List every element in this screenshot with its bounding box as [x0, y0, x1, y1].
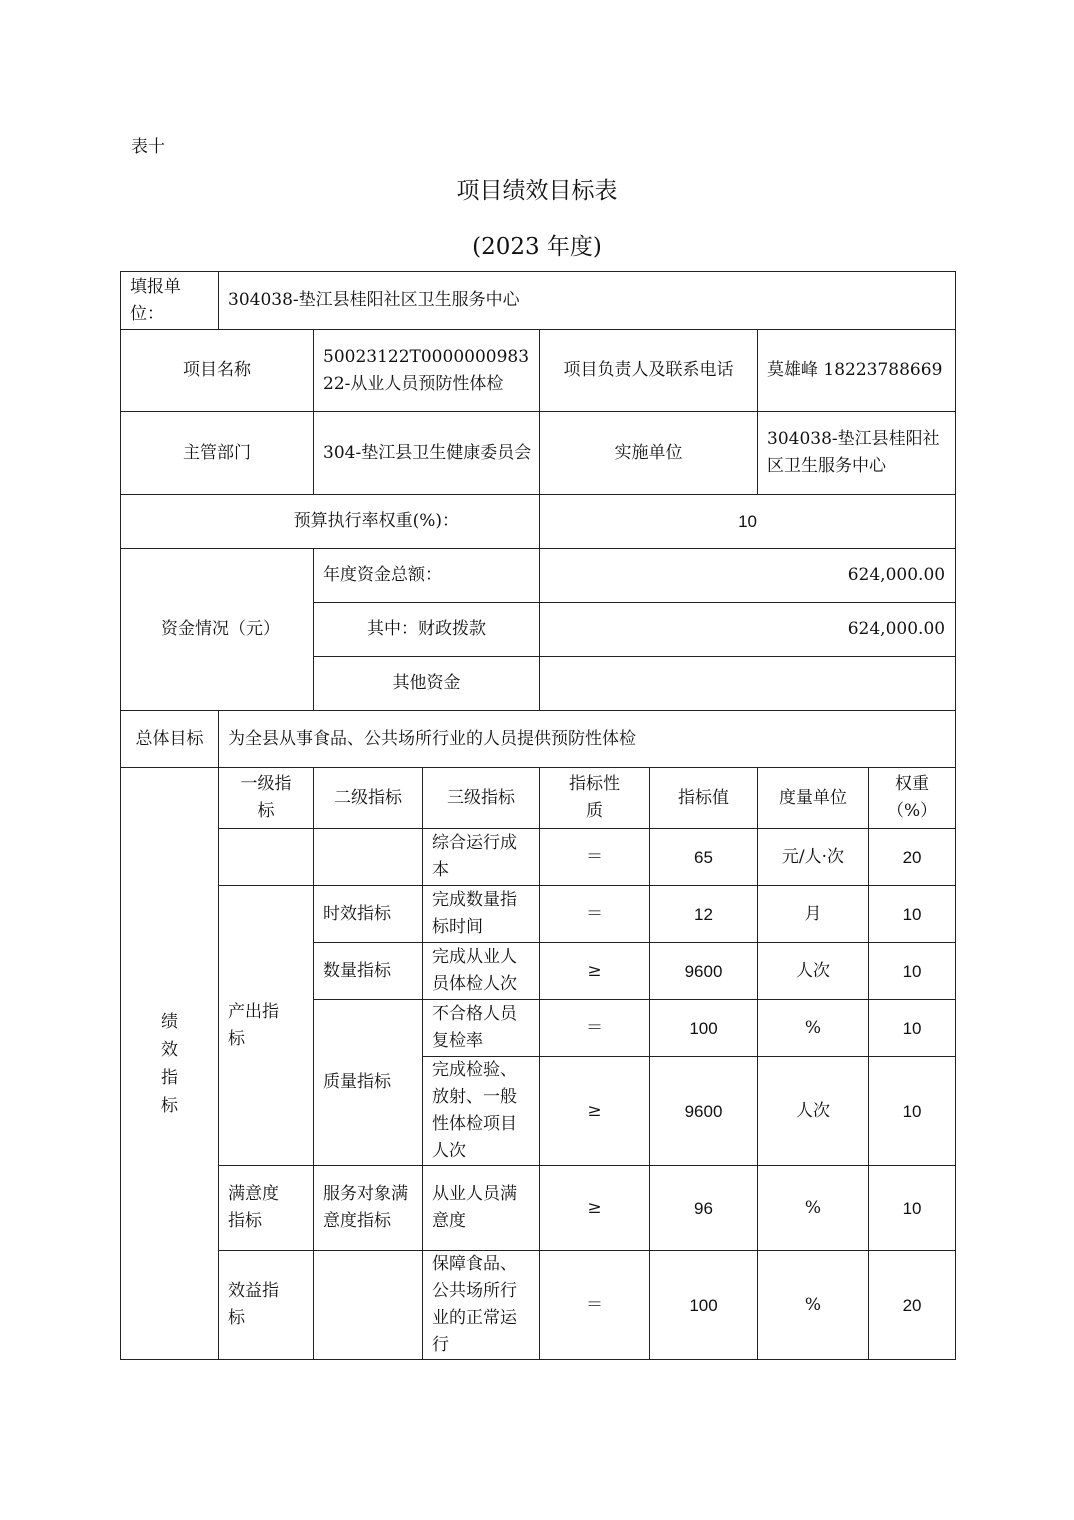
performance-target-table	[120, 271, 956, 1360]
row-level2: 时效指标	[314, 886, 423, 943]
table-row	[121, 886, 956, 943]
row-weight: 10	[869, 943, 956, 1000]
row-value: 96	[650, 1166, 758, 1251]
table-label: 表十	[131, 137, 165, 157]
row-unit: %	[758, 1166, 869, 1251]
header-level3: 三级指标	[423, 768, 540, 829]
row-level3: 完成检验、放射、一般性体检项目人次	[423, 1057, 540, 1166]
header-level2: 二级指标	[314, 768, 423, 829]
row-nature: ≥	[540, 943, 650, 1000]
row-weight: 10	[869, 1166, 956, 1251]
table-row	[121, 1251, 956, 1360]
row-value: 12	[650, 886, 758, 943]
funds-total-label: 年度资金总额：	[314, 549, 540, 603]
funds-other-label: 其他资金	[314, 657, 540, 711]
budget-weight-value: 10	[540, 495, 956, 549]
funds-total-row	[121, 549, 956, 603]
row-weight: 20	[869, 1251, 956, 1360]
header-weight: 权重（%）	[869, 768, 956, 829]
row-nature: ＝	[540, 829, 650, 886]
header-nature: 指标性质	[540, 768, 650, 829]
row-level2	[314, 1251, 423, 1360]
goal-value: 为全县从事食品、公共场所行业的人员提供预防性体检	[219, 711, 956, 768]
row-weight: 10	[869, 1000, 956, 1057]
row-unit: 人次	[758, 943, 869, 1000]
funds-other-value	[540, 657, 956, 711]
row-level2: 质量指标	[314, 1000, 423, 1166]
row-level3: 综合运行成本	[423, 829, 540, 886]
row-level2: 数量指标	[314, 943, 423, 1000]
row-value: 100	[650, 1000, 758, 1057]
row-level2	[314, 829, 423, 886]
page-subtitle-year: (2023 年度)	[472, 234, 602, 260]
owner-label: 项目负责人及联系电话	[540, 330, 758, 412]
row-weight: 10	[869, 1057, 956, 1166]
row-value: 65	[650, 829, 758, 886]
row-nature: ＝	[540, 886, 650, 943]
reporting-unit-value: 304038-垫江县桂阳社区卫生服务中心	[219, 272, 956, 330]
header-value: 指标值	[650, 768, 758, 829]
row-level2: 服务对象满意度指标	[314, 1166, 423, 1251]
indicator-header-row	[121, 768, 956, 829]
dept-value: 304-垫江县卫生健康委员会	[314, 412, 540, 495]
row-weight: 20	[869, 829, 956, 886]
row-value: 100	[650, 1251, 758, 1360]
row-level3: 完成从业人员体检人次	[423, 943, 540, 1000]
funds-fiscal-label: 其中：财政拨款	[314, 603, 540, 657]
project-name-row	[121, 330, 956, 412]
goal-row	[121, 711, 956, 768]
budget-weight-label: 预算执行率权重(%)：	[121, 495, 540, 549]
page-title: 项目绩效目标表	[456, 178, 618, 204]
row-nature: ＝	[540, 1000, 650, 1057]
row-level3: 保障食品、公共场所行业的正常运行	[423, 1251, 540, 1360]
funds-fiscal-value: 624,000.00	[540, 603, 956, 657]
row-unit: 月	[758, 886, 869, 943]
indicator-section-label: 绩 效 指 标	[121, 768, 219, 1360]
row-level1: 效益指标	[219, 1251, 314, 1360]
dept-row	[121, 412, 956, 495]
header-level1: 一级指标	[219, 768, 314, 829]
project-name-value: 50023122T000000098322-从业人员预防性体检	[314, 330, 540, 412]
dept-label: 主管部门	[121, 412, 314, 495]
row-value: 9600	[650, 943, 758, 1000]
row-value: 9600	[650, 1057, 758, 1166]
row-unit: 元/人·次	[758, 829, 869, 886]
table-row	[121, 829, 956, 886]
goal-label: 总体目标	[121, 711, 219, 768]
row-level1: 产出指标	[219, 886, 314, 1166]
reporting-unit-label: 填报单位：	[121, 272, 219, 330]
header-unit: 度量单位	[758, 768, 869, 829]
budget-weight-row	[121, 495, 956, 549]
row-nature: ＝	[540, 1251, 650, 1360]
row-nature: ≥	[540, 1057, 650, 1166]
row-weight: 10	[869, 886, 956, 943]
funds-label: 资金情况（元）	[121, 549, 314, 711]
row-unit: %	[758, 1251, 869, 1360]
funds-total-value: 624,000.00	[540, 549, 956, 603]
owner-value: 莫雄峰 18223788669	[758, 330, 956, 412]
impl-value: 304038-垫江县桂阳社区卫生服务中心	[758, 412, 956, 495]
table-row	[121, 1166, 956, 1251]
row-unit: %	[758, 1000, 869, 1057]
row-nature: ≥	[540, 1166, 650, 1251]
row-unit: 人次	[758, 1057, 869, 1166]
row-level3: 不合格人员复检率	[423, 1000, 540, 1057]
impl-label: 实施单位	[540, 412, 758, 495]
row-level3: 完成数量指标时间	[423, 886, 540, 943]
row-level1: 满意度指标	[219, 1166, 314, 1251]
row-level1	[219, 829, 314, 886]
reporting-unit-row	[121, 272, 956, 330]
project-name-label: 项目名称	[121, 330, 314, 412]
row-level3: 从业人员满意度	[423, 1166, 540, 1251]
